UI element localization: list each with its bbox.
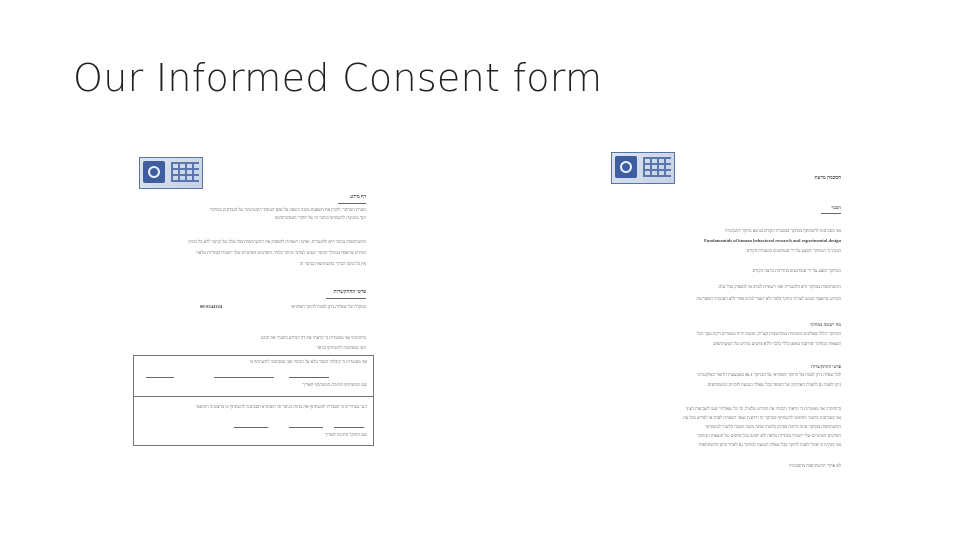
contact-text: במקרה של שאלות ניתן לפנות לחוקר האחראי [290,304,366,309]
participant-signature-box [133,355,374,398]
course-title: Fundamentals of human behavioral research and experimental design [703,238,841,243]
signature-line[interactable] [334,427,364,428]
contact-phone: 08-9344324 [200,304,223,309]
paragraph-line: אין כל סיכון הכרוך בהשתתפות בניסוי זה [299,261,366,266]
form-row: הנני מצהיר/ה כי הסברתי למשתתף את מהות הניסוי וכי הוא/היא הסכים/ה להשתתף בו מרצונו/ה החופשי [195,404,367,409]
logo-grid [171,162,199,182]
institution-logo [611,152,675,184]
form-row: אני מאשר/ת כי קיבלתי הסבר מלא על הניסוי ואני מסכים/ה להשתתף בו [249,359,367,364]
slide-title: Our Informed Consent form [73,56,603,100]
doc-subheader: הסבר [831,205,841,210]
declaration-line: אני מבין/ה כי אוכל לפנות לחוקר בכל שאלה הנוגעת למחקר גם לאחר סיום ההשתתפות [698,442,841,447]
subheader-underline [821,213,841,214]
section-header: פרטי ההתקשרות [811,364,841,369]
paragraph-line: המידע שייאסף ישמש לצורכי מחקר בלבד ולא יועבר לגורם אחר ללא הסכמתי המפורשת [696,296,841,301]
logo-grid [643,157,671,177]
confirmation-line: בחתימתי אני מאשר/ת כי קראתי את דף המידע והבנתי את תוכנו [260,335,366,340]
logo-emblem [143,161,165,183]
contact-header: פרטי ההתקשרות [333,290,366,295]
confirmation-line: הנני מסכים/ה להשתתף בניסוי [316,345,366,350]
right-consent-document [605,145,855,475]
section-line: ניתן לפנות גם לוועדת האתיקה של המוסד בכל שאלה הנוגעת לזכויות המשתתפים [707,382,841,387]
paragraph-line: אני מסכים/ה להשתתף במחקר במסגרת הקורס בנושא מחקר התנהגותי [725,228,841,233]
signature-line[interactable] [289,427,323,428]
institution-logo [139,157,203,189]
section-line: לכל שאלה ניתן לפנות אל החוקר האחראי על המחקר 36.1 באמצעות הדואר האלקטרוני [697,372,841,377]
left-consent-document [130,150,380,450]
section-line: תוצאות המחקר יפורסמו באופן כללי בלבד וללא פרטים מזהים של המשתתפים [713,341,841,346]
signature-line[interactable] [234,427,268,428]
paragraph-line: הבנתי כי המחקר יתבצע על ידי סטודנטים במסגרת הקורס [746,248,841,253]
paragraph-line: ההשתתפות בניסוי היא וולונטרית, ואת/ה רשאי/ת להפסיק את ההשתתפות בכל שלב של הניסוי ללא כל נימוק [188,239,366,244]
paragraph-line: מטרת המחקר: להבין את השפעת מבנה השפה על אופן העיבוד הקוגניטיבי של הנבדקים במחקר [209,207,366,212]
doc-header: דף מידע [350,195,366,200]
form-row: שם החוקר חתימה תאריך [324,432,367,437]
doc-footer: לא אחרי ההשתתפות בהסכמתי [789,463,841,468]
signature-line[interactable] [146,377,174,378]
doc-header: הסכמה מדעת [814,176,841,181]
researcher-signature-box [133,396,374,446]
contact-underline [326,298,366,299]
section-line: המחקר יכלול שאלונים ומשימות ממוחשבות קצרות, ומשכו יהיה כעשרים דקות בסך הכל [696,331,841,336]
paragraph-line: המחקר יבוצע על ידי סטודנטים בהדרכת מרצה הקורס [752,268,841,273]
form-row: שם המשתתף חתימת המשתתף תאריך [302,382,367,387]
section-header: מה ייעשה במחקר [810,322,841,327]
declaration-line: בחתימתי אני מאשר/ת כי קראתי והבנתי את המידע שלעיל, וכי כל שאלותיי נענו לשביעות רצוני [685,406,841,411]
paragraph-line: המידע שייאסף במהלך הניסוי ישמש לצורכי מחקר בלבד, והפרטים האישיים שלך יישמרו בסודיות מלאה [196,250,366,255]
header-underline [338,203,366,204]
paragraph-line: הנך מוזמן/ת להשתתף בניסוי זה של חוקרי האוניברסיטה [274,215,366,220]
declaration-line: ההשתתפות במחקר אינה כרוכה בסיכון כלשהו ואינה מקנה הטבה כלשהי למשתתף [705,424,841,429]
logo-emblem [615,156,637,178]
signature-line[interactable] [214,377,274,378]
paragraph-line: ההשתתפות במחקר היא וולונטרית ואני רשאי/ת לסרב או להפסיק בכל שלב [718,284,841,289]
signature-line[interactable] [289,377,329,378]
declaration-line: הפרטים האישיים שלי יישמרו בסודיות מלאה ולא יופיעו בכל פרסום של תוצאות המחקר [697,433,841,438]
declaration-line: אני מסכים/ה מרצוני החופשי להשתתף במחקר זה ויודע/ת שאני רשאי/ת לסרב או לפרוש בכל עת [683,415,841,420]
